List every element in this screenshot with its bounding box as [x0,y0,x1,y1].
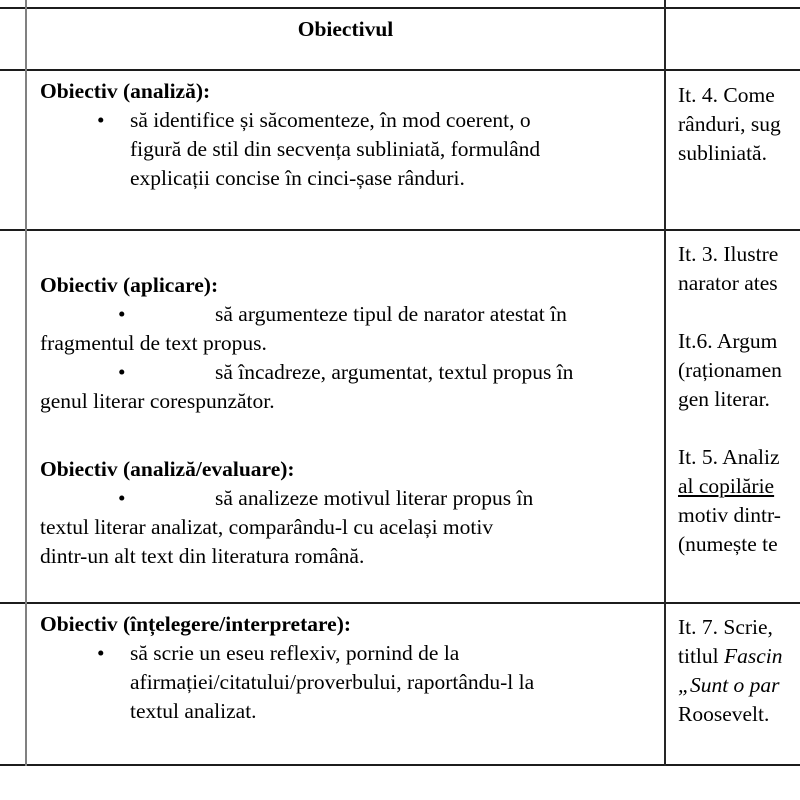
objective-title-analiza: Obiectiv (analiză): [40,79,211,103]
item-line: (numește te [678,532,778,556]
bullet-icon: • [97,641,105,665]
item-line: It. 4. Come [678,83,775,107]
item-line-underlined: al copilărie [678,474,775,498]
bullet-text: să încadreze, argumentat, textul propus în [215,360,574,384]
bullet-text-continuation: textul literar analizat, comparându-l cu același motiv [40,515,494,539]
row-analiza-item-cell [666,71,800,227]
item-line: Roosevelt. [678,702,770,726]
bullet-icon: • [118,302,126,326]
blank-line [678,414,800,443]
bullet-text: să argumenteze tipul de narator atestat în [215,302,567,326]
blank-line [27,242,664,271]
bullet-text-continuation: textul analizat. [130,699,257,723]
bullet-icon: • [118,486,126,510]
item-line [678,642,800,671]
item-line-italic: „Sunt o par [678,673,780,697]
bullet-icon: • [97,108,105,132]
bullet-text-continuation: explicații concise în cinci-șase rânduri. [130,166,465,190]
bullet-line [27,484,664,513]
bullet-icon: • [118,360,126,384]
bullet-text: să scrie un eseu reflexiv, pornind de la [130,641,460,665]
bullet-line [27,639,664,668]
row-intelegere-objective-cell [27,604,664,762]
header-cell-objective [27,9,664,69]
bullet-line [27,358,664,387]
blank-line [27,416,664,455]
item-line: It.6. Argum [678,329,778,353]
item-line: motiv dintr- [678,503,781,527]
objective-title-intelegere: Obiectiv (înțelegere/interpretare): [40,612,352,636]
table-border-bottom [0,764,800,766]
item-text: titlul [678,644,724,668]
row-aplicare-item-cell [666,231,800,600]
bullet-text-continuation: fragmentul de text propus. [40,331,267,355]
bullet-text: să identifice și săcomenteze, în mod coerent, o [130,108,531,132]
header-objective-label: Obiectivul [297,17,394,41]
item-line: It. 5. Analiz [678,445,780,469]
row-aplicare-objective-cell [27,231,664,600]
bullet-text-continuation: figură de stil din secvența subliniată, formulând [130,137,541,161]
item-text-italic: Fascin [724,644,783,668]
item-line: gen literar. [678,387,770,411]
objective-title-analiza-evaluare: Obiectiv (analiză/evaluare): [40,457,295,481]
bullet-text-continuation: genul literar corespunzător. [40,389,275,413]
bullet-text-continuation: dintr-un alt text din literatura română. [40,544,365,568]
item-line: subliniată. [678,141,767,165]
bullet-line [27,300,664,329]
bullet-text-continuation: afirmației/citatului/proverbului, raportându-l la [130,670,535,694]
objective-title-aplicare: Obiectiv (aplicare): [40,273,219,297]
item-line: (raționamen [678,358,782,382]
bullet-text: să analizeze motivul literar propus în [215,486,534,510]
item-line: narator ates [678,271,778,295]
row-intelegere-item-cell [666,604,800,762]
item-line: It. 3. Ilustre [678,242,779,266]
item-line: It. 7. Scrie, [678,615,773,639]
blank-line [678,298,800,327]
row-analiza-objective-cell [27,71,664,227]
bullet-line [27,106,664,135]
item-line: rânduri, sug [678,112,781,136]
